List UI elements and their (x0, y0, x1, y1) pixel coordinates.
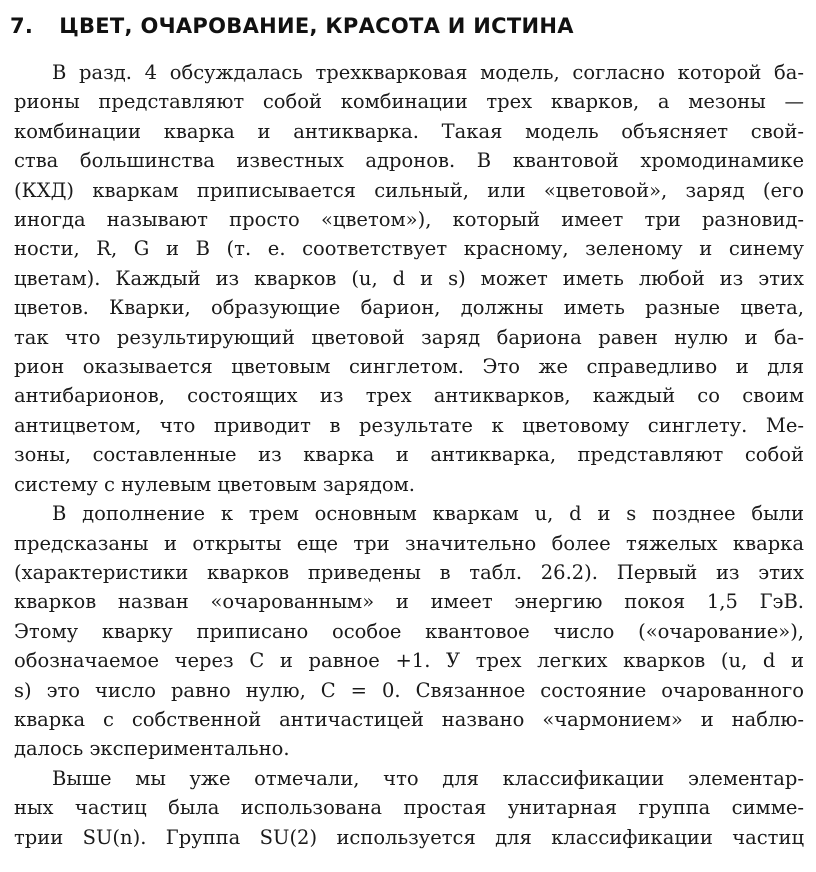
text-line: трии SU(n). Группа SU(2) используется для классификации частиц (14, 825, 804, 849)
text-line: рионы представляют собой комбинации трех кварков, а мезоны — (14, 90, 804, 114)
text-line: иногда называют просто «цветом»), который имеет три разновид- (14, 208, 804, 232)
text-line: антибарионов, состоящих из трех антикварков, каждый со своим (14, 384, 804, 408)
text-line: так что результирующий цветовой заряд бариона равен нулю и ба- (14, 325, 804, 349)
text-line: В разд. 4 обсуждалась трехкварковая модель, согласно которой ба- (52, 61, 804, 84)
paragraph (14, 58, 804, 499)
text-line: кварка с собственной античастицей названо «чармонием» и наблю- (14, 707, 804, 731)
text-line: комбинации кварка и антикварка. Такая модель объясняет свой- (14, 119, 804, 143)
text-line: зоны, составленные из кварка и антикварка, представляют собой (14, 443, 804, 467)
text-line: В дополнение к трем основным кваркам u, d и s позднее были (52, 502, 804, 526)
section-number: 7. (10, 14, 34, 38)
text-line: (КХД) кваркам приписывается сильный, или «цветовой», заряд (его (14, 178, 804, 202)
text-line: обозначаемое через C и равное +1. У трех легких кварков (u, d и (14, 649, 804, 673)
body-text (14, 58, 804, 852)
text-line: кварков назван «очарованным» и имеет энергию покоя 1,5 ГэВ. (14, 590, 804, 614)
text-line: ных частиц была использована простая унитарная группа симме- (14, 796, 804, 820)
text-line: рион оказывается цветовым синглетом. Это же справедливо и для (14, 355, 804, 379)
section-heading (10, 14, 574, 38)
text-line: антицветом, что приводит в результате к цветовому синглету. Ме- (14, 413, 804, 437)
paragraph (14, 764, 804, 852)
text-line: Выше мы уже отмечали, что для классификации элементар- (52, 766, 804, 790)
text-line: (характеристики кварков приведены в табл. 26.2). Первый из этих (14, 560, 804, 584)
text-line: ства большинства известных адронов. В квантовой хромодинамике (14, 149, 804, 173)
text-line: s) это число равно нулю, C = 0. Связанное состояние очарованного (14, 678, 804, 702)
text-line: ности, R, G и B (т. е. соответствует красному, зеленому и синему (14, 237, 804, 261)
text-line: цветов. Кварки, образующие барион, должны иметь разные цвета, (14, 296, 804, 320)
text-line: далось экспериментально. (14, 737, 290, 761)
text-line: цветам). Каждый из кварков (u, d и s) может иметь любой из этих (14, 266, 804, 290)
text-line: Этому кварку приписано особое квантовое число («очарование»), (14, 619, 804, 643)
text-line: систему с нулевым цветовым зарядом. (14, 472, 415, 496)
text-line: предсказаны и открыты еще три значительно более тяжелых кварка (14, 531, 804, 555)
paragraph (14, 499, 804, 764)
section-title: ЦВЕТ, ОЧАРОВАНИЕ, КРАСОТА И ИСТИНА (59, 14, 574, 38)
